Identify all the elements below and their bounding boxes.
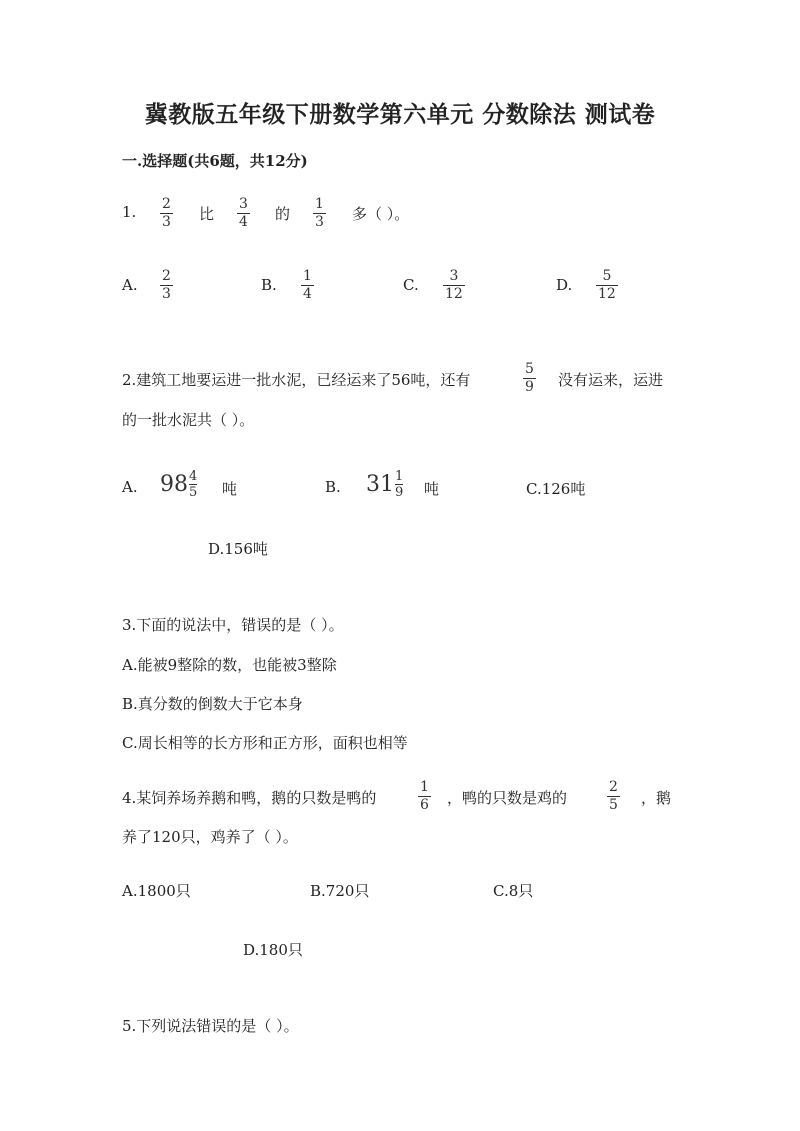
- q1-f2-den: 4: [239, 214, 248, 230]
- q4-stem-line-2: 养了120只，鸡养了（ ）。: [122, 828, 298, 846]
- section-heading: 一.选择题(共6题，共12分): [122, 152, 308, 170]
- q4-fraction-1: [418, 780, 431, 813]
- q2-oa-num: 4: [189, 469, 198, 484]
- q1-option-b-fraction: [301, 269, 314, 302]
- q3-stem: 3.下面的说法中，错误的是（ ）。: [122, 616, 344, 634]
- page-title: 冀教版五年级下册数学第六单元 分数除法 测试卷: [144, 101, 656, 128]
- q4-f2-num: 2: [609, 779, 618, 795]
- q3-option-a: A.能被9整除的数，也能被3整除: [122, 656, 337, 674]
- q2-option-b-unit: 吨: [424, 480, 440, 498]
- q1-word-2: 的: [275, 205, 291, 223]
- q2-oa-fraction: [189, 470, 197, 499]
- q2-option-a-letter: A.: [122, 478, 138, 496]
- q4-stem-line-1a: 4.某饲养场养鹅和鸭，鹅的只数是鸭的: [122, 789, 377, 807]
- q4-f1-den: 6: [420, 797, 429, 813]
- q1-oc-num: 3: [449, 268, 459, 284]
- q1-f1-den: 3: [162, 214, 171, 230]
- q1-ob-den: 4: [303, 286, 312, 302]
- q2-frac-num: 5: [525, 361, 534, 377]
- q1-option-a-fraction: [160, 269, 173, 302]
- q4-fraction-2: [607, 780, 620, 813]
- q2-stem-line-1a: 2.建筑工地要运进一批水泥，已经运来了56吨，还有: [122, 371, 471, 389]
- q3-option-b: B.真分数的倒数大于它本身: [122, 695, 303, 713]
- q4-option-c: C.8只: [493, 882, 534, 900]
- q1-option-c-letter: C.: [403, 276, 419, 294]
- q1-option-d-fraction: [596, 269, 618, 302]
- q2-ob-whole: 31: [366, 472, 394, 497]
- q2-frac-den: 9: [525, 379, 534, 395]
- q4-f2-den: 5: [609, 797, 618, 813]
- q2-option-d: D.156吨: [208, 540, 268, 558]
- q1-f2-num: 3: [239, 196, 248, 212]
- q3-option-c: C.周长相等的长方形和正方形，面积也相等: [122, 734, 408, 752]
- q2-stem-line-2: 的一批水泥共（ ）。: [122, 411, 255, 429]
- q1-option-b-letter: B.: [261, 276, 277, 294]
- q4-option-d: D.180只: [243, 941, 303, 959]
- q1-tail: 多（ ）。: [352, 205, 410, 223]
- q2-option-c: C.126吨: [526, 480, 586, 498]
- q1-fraction-1: [160, 197, 173, 230]
- q1-oa-num: 2: [162, 268, 171, 284]
- q2-oa-whole: 98: [160, 472, 188, 497]
- q1-oa-den: 3: [162, 286, 171, 302]
- q2-option-a-unit: 吨: [222, 480, 238, 498]
- q2-option-b-letter: B.: [325, 478, 341, 496]
- q1-fraction-2: [237, 197, 250, 230]
- q1-fraction-3: [313, 197, 326, 230]
- q1-option-d-letter: D.: [556, 276, 573, 294]
- q4-option-b: B.720只: [310, 882, 370, 900]
- q1-f1-num: 2: [162, 196, 171, 212]
- q4-f1-num: 1: [420, 779, 429, 795]
- q4-stem-line-1c: ，鹅: [641, 789, 672, 807]
- q1-option-a-letter: A.: [122, 276, 138, 294]
- q2-ob-fraction: [395, 470, 403, 499]
- q1-option-c-fraction: [443, 269, 465, 302]
- q1-od-num: 5: [602, 268, 612, 284]
- q1-oc-den: 12: [445, 286, 463, 302]
- q1-number: 1.: [122, 203, 137, 221]
- q5-stem: 5.下列说法错误的是（ ）。: [122, 1017, 299, 1035]
- q4-stem-line-1b: ，鸭的只数是鸡的: [447, 789, 568, 807]
- q2-stem-line-1b: 没有运来，运进: [558, 371, 664, 389]
- q1-f3-num: 1: [315, 196, 324, 212]
- q1-f3-den: 3: [315, 214, 324, 230]
- q1-od-den: 12: [598, 286, 616, 302]
- q1-word-1: 比: [199, 205, 215, 223]
- q2-ob-den: 9: [395, 485, 404, 500]
- q2-option-b-mixed-number: [366, 470, 403, 499]
- q2-ob-num: 1: [395, 469, 404, 484]
- q2-fraction: [523, 362, 536, 395]
- q4-option-a: A.1800只: [122, 882, 191, 900]
- q1-ob-num: 1: [303, 268, 312, 284]
- q2-option-a-mixed-number: [160, 470, 197, 499]
- q2-oa-den: 5: [189, 485, 198, 500]
